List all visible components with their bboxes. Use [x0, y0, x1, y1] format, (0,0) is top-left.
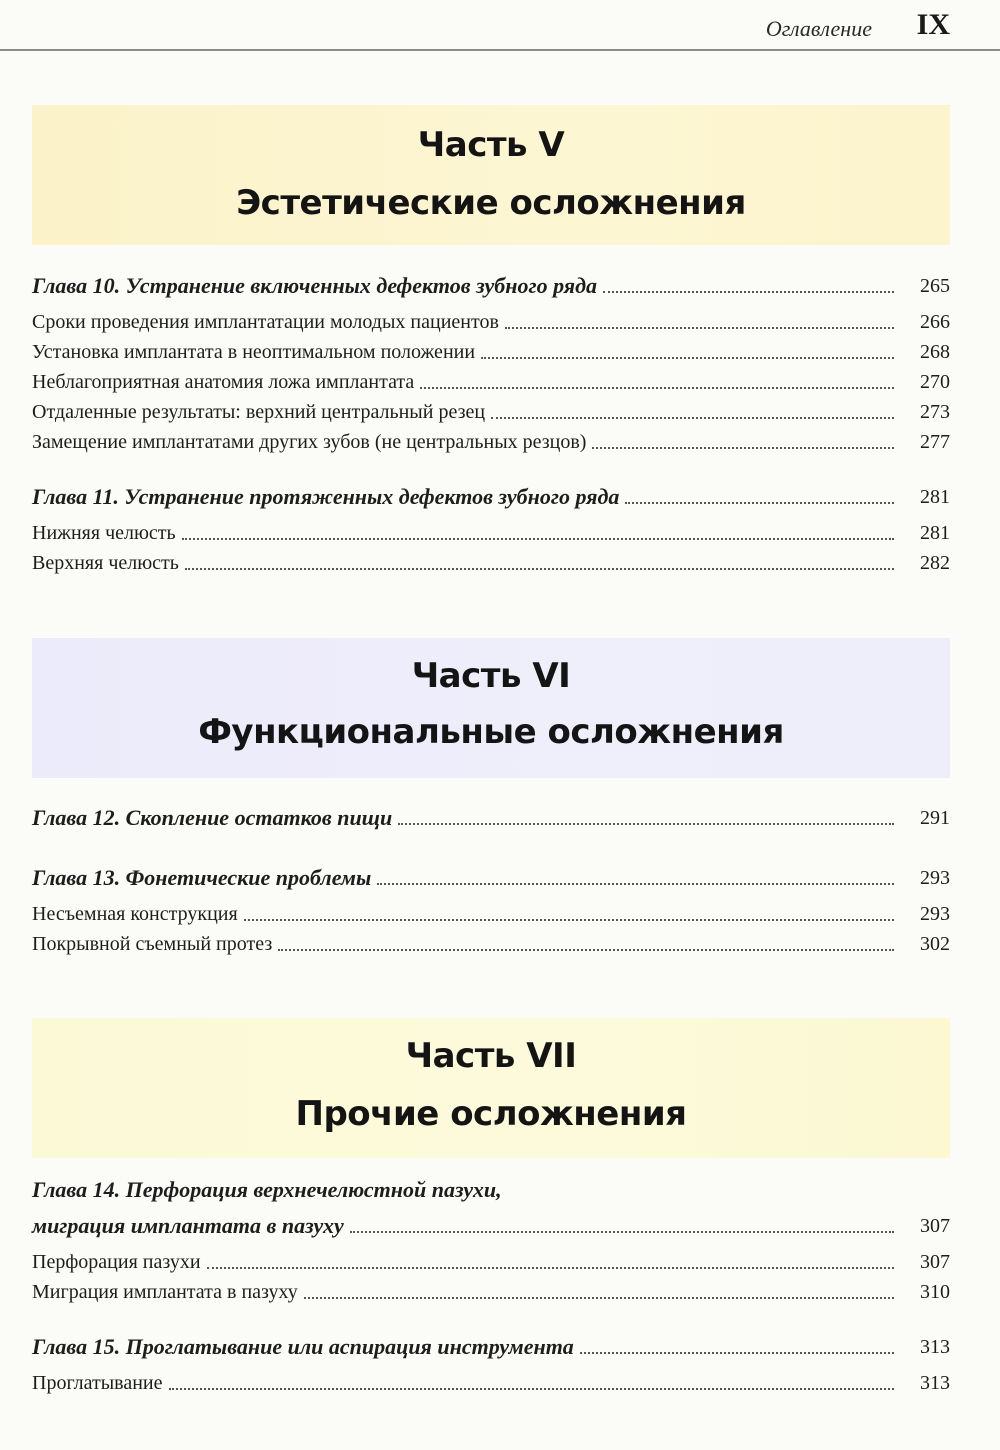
toc-entry[interactable]: [32, 394, 950, 424]
entry-page: 307: [920, 1215, 950, 1237]
part-6-banner: [32, 638, 950, 778]
entry-text: Перфорация пазухи: [32, 1251, 201, 1273]
toc-entry-chapter-15[interactable]: [32, 1329, 950, 1359]
leader-dots: [491, 417, 894, 419]
entry-page: 302: [920, 933, 950, 955]
entry-page: 293: [920, 867, 950, 889]
leader-dots: [580, 1352, 894, 1354]
header-rule: [0, 49, 1000, 51]
entry-text: Миграция имплантата в пазуху: [32, 1281, 298, 1303]
entry-page: 281: [920, 486, 950, 508]
leader-dots: [505, 327, 894, 329]
page-number: IX: [916, 8, 950, 41]
toc-entry[interactable]: [32, 1365, 950, 1395]
leader-dots: [207, 1267, 894, 1269]
entry-page: 310: [920, 1281, 950, 1303]
entry-page: 277: [920, 431, 950, 453]
leader-dots: [625, 502, 894, 504]
leader-dots: [377, 883, 894, 885]
toc-entry[interactable]: [32, 926, 950, 956]
toc-entry-chapter-13[interactable]: [32, 860, 950, 890]
part-6-title: Функциональные осложнения: [198, 712, 784, 752]
toc-entry[interactable]: [32, 545, 950, 575]
entry-text: Верхняя челюсть: [32, 552, 179, 574]
leader-dots: [398, 823, 894, 825]
part-5-title: Эстетические осложнения: [236, 183, 746, 223]
toc-entry-chapter-11[interactable]: [32, 479, 950, 509]
entry-text: Проглатывание: [32, 1372, 163, 1394]
entry-text: Установка имплантата в неоптимальном положении: [32, 341, 476, 363]
entry-page: 266: [920, 311, 950, 333]
entry-page: 291: [920, 807, 950, 829]
leader-dots: [278, 949, 894, 951]
leader-dots: [244, 919, 894, 921]
entry-text: миграция имплантата в пазуху: [32, 1213, 344, 1238]
leader-dots: [481, 357, 894, 359]
toc-entry[interactable]: [32, 364, 950, 394]
entry-page: 270: [920, 371, 950, 393]
entry-text: Несъемная конструкция: [32, 903, 238, 925]
toc-entry[interactable]: [32, 896, 950, 926]
leader-dots: [350, 1231, 894, 1233]
entry-page: 282: [920, 552, 950, 574]
running-title: Оглавление: [765, 16, 872, 41]
toc-entry[interactable]: [32, 1244, 950, 1274]
entry-page: 293: [920, 903, 950, 925]
entry-text: Покрывной съемный протез: [32, 933, 273, 955]
toc-entry[interactable]: [32, 1274, 950, 1304]
toc-entry[interactable]: [32, 515, 950, 545]
toc-entry[interactable]: [32, 424, 950, 454]
leader-dots: [182, 538, 894, 540]
part-7-banner: [32, 1018, 950, 1158]
entry-text: Сроки проведения имплантатации молодых пациентов: [32, 311, 499, 333]
part-5-banner: [32, 105, 950, 245]
toc-entry-chapter-14[interactable]: [32, 1208, 950, 1238]
part-7-label: Часть VII: [405, 1036, 577, 1076]
toc-entry-chapter-12[interactable]: [32, 800, 950, 830]
leader-dots: [592, 447, 894, 449]
entry-text: Глава 13. Фонетические проблемы: [32, 865, 372, 890]
entry-text: Глава 10. Устранение включенных дефектов зубного ряда: [32, 273, 598, 298]
part-6-label: Часть VI: [411, 656, 571, 696]
entry-page: 268: [920, 341, 950, 363]
entry-page: 273: [920, 401, 950, 423]
toc-entry[interactable]: [32, 304, 950, 334]
entry-text: Глава 11. Устранение протяженных дефектов зубного ряда: [32, 484, 620, 509]
entry-page: 313: [920, 1372, 950, 1394]
entry-text: Глава 14. Перфорация верхнечелюстной пазухи,: [32, 1177, 502, 1202]
entry-page: 307: [920, 1251, 950, 1273]
toc-entry[interactable]: [32, 334, 950, 364]
entry-text: Неблагоприятная анатомия ложа имплантата: [32, 371, 415, 393]
entry-text: Глава 12. Скопление остатков пищи: [32, 805, 393, 830]
entry-text: Замещение имплантатами других зубов (не центральных резцов): [32, 431, 587, 453]
entry-page: 281: [920, 522, 950, 544]
entry-text: Отдаленные результаты: верхний центральный резец: [32, 401, 486, 423]
entry-text: Глава 15. Проглатывание или аспирация инструмента: [32, 1334, 574, 1359]
leader-dots: [185, 568, 894, 570]
part-7-title: Прочие осложнения: [295, 1094, 687, 1134]
leader-dots: [169, 1388, 895, 1390]
leader-dots: [603, 291, 894, 293]
part-5-label: Часть V: [417, 125, 565, 165]
entry-page: 313: [920, 1336, 950, 1358]
entry-page: 265: [920, 275, 950, 297]
leader-dots: [420, 387, 894, 389]
toc-entry-chapter-14-line-1[interactable]: [32, 1172, 950, 1202]
page-header: [0, 0, 1000, 52]
entry-text: Нижняя челюсть: [32, 522, 176, 544]
toc-entry-chapter-10[interactable]: [32, 268, 950, 298]
leader-dots: [304, 1297, 894, 1299]
